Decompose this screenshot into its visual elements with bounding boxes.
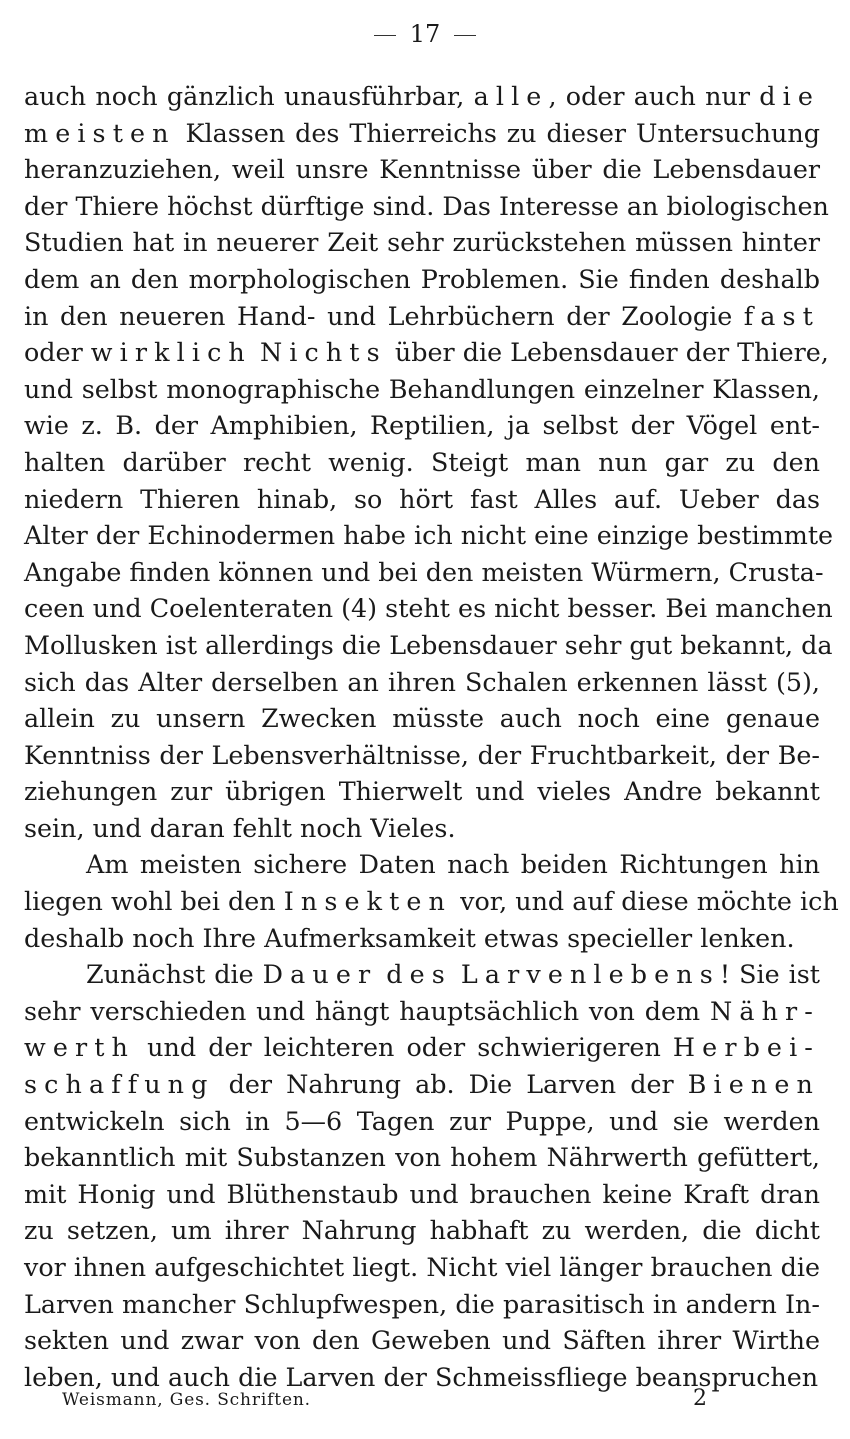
footer-running-title: Weismann, Ges. Schriften. <box>62 1390 311 1410</box>
text-line: Studien hat in neuerer Zeit sehr zurückstehen müssen hinter <box>24 227 820 258</box>
text-line: allein zu unsern Zwecken müsste auch noch eine genaue <box>24 703 820 734</box>
spaced-emphasis: Insekten <box>283 886 453 917</box>
spaced-emphasis: fast <box>743 300 820 331</box>
text-line: ceen und Coelenteraten (4) steht es nicht besser. Bei manchen <box>24 593 833 624</box>
spaced-emphasis: des <box>386 959 452 990</box>
spaced-emphasis: schaffung <box>24 1069 215 1100</box>
signature-mark: 2 <box>693 1386 707 1411</box>
text-line: Mollusken ist allerdings die Lebensdauer sehr gut bekannt, da <box>24 629 833 660</box>
spaced-emphasis: Larvenlebens <box>460 959 720 990</box>
spaced-emphasis: Dauer <box>262 959 378 990</box>
text-line: heranzuziehen, weil unsre Kenntnisse über die Lebensdauer <box>24 154 820 185</box>
page-number: 17 <box>0 20 850 48</box>
text-line: Kenntniss der Lebensverhältnisse, der Fruchtbarkeit, der Be- <box>24 739 820 770</box>
text-line: in den neueren Hand- und Lehrbüchern der Zoologie fast <box>24 300 820 331</box>
text-line: dem an den morphologischen Problemen. Sie finden deshalb <box>24 263 820 294</box>
text-line: auch noch gänzlich unausführbar, alle, oder auch nur die <box>24 81 820 111</box>
spaced-emphasis: Herbei- <box>672 1032 820 1063</box>
text-line: halten darüber recht wenig. Steigt man nun gar zu den <box>24 446 820 477</box>
spaced-emphasis: wirklich <box>90 337 252 368</box>
text-line: sekten und zwar von den Geweben und Säften ihrer Wirthe <box>24 1325 820 1356</box>
text-line: sich das Alter derselben an ihren Schalen erkennen lässt (5), <box>24 666 820 697</box>
spaced-emphasis: alle <box>473 81 549 111</box>
text-line: Larven mancher Schlupfwespen, die parasitisch in andern In- <box>24 1288 820 1319</box>
text-line: sehr verschieden und hängt hauptsächlich von dem Nähr- <box>24 995 820 1026</box>
text-line: Alter der Echinodermen habe ich nicht eine einzige bestimmte <box>24 520 834 551</box>
spaced-emphasis: meisten <box>24 117 176 148</box>
spaced-emphasis: Nähr- <box>710 995 820 1026</box>
text-line: deshalb noch Ihre Aufmerksamkeit etwas specieller lenken. <box>24 922 795 953</box>
spaced-emphasis: Bienen <box>687 1069 820 1100</box>
text-line: ziehungen zur übrigen Thierwelt und vieles Andre bekannt <box>24 776 820 807</box>
text-line: schaffung der Nahrung ab. Die Larven der Bienen <box>24 1069 820 1100</box>
text-line: werth und der leichteren oder schwierigeren Herbei- <box>24 1032 820 1063</box>
text-line: Am meisten sichere Daten nach beiden Richtungen hin <box>86 849 820 880</box>
spaced-emphasis: Nichts <box>259 337 387 368</box>
text-line: niedern Thieren hinab, so hört fast Alles auf. Ueber das <box>24 483 820 514</box>
text-line: Zunächst die Dauer des Larvenlebens! Sie ist <box>86 959 820 990</box>
text-line: meisten Klassen des Thierreichs zu dieser Untersuchung <box>24 117 820 148</box>
text-line: entwickeln sich in 5—6 Tagen zur Puppe, und sie werden <box>24 1105 820 1136</box>
text-line: sein, und daran fehlt noch Vieles. <box>24 812 456 843</box>
text-line: und selbst monographische Behandlungen einzelner Klassen, <box>24 373 820 404</box>
text-line: bekanntlich mit Substanzen von hohem Nährwerth gefüttert, <box>24 1142 820 1173</box>
spaced-emphasis: die <box>759 81 820 111</box>
text-line: oder wirklich Nichts über die Lebensdauer der Thiere, <box>24 337 829 368</box>
spaced-emphasis: werth <box>24 1032 136 1063</box>
text-line: vor ihnen aufgeschichtet liegt. Nicht viel länger brauchen die <box>24 1252 820 1282</box>
text-line: leben, und auch die Larven der Schmeissfliege beanspruchen <box>24 1361 819 1392</box>
text-line: mit Honig und Blüthenstaub und brauchen keine Kraft dran <box>24 1178 820 1209</box>
body-text <box>24 78 839 1395</box>
text-line: der Thiere höchst dürftige sind. Das Interesse an biologischen <box>24 190 829 221</box>
text-line: Angabe finden können und bei den meisten Würmern, Crusta- <box>24 556 824 587</box>
text-line: zu setzen, um ihrer Nahrung habhaft zu werden, die dicht <box>24 1215 820 1246</box>
text-line: liegen wohl bei den Insekten vor, und auf diese möchte ich <box>24 886 839 917</box>
text-line: wie z. B. der Amphibien, Reptilien, ja selbst der Vögel ent- <box>24 410 820 441</box>
